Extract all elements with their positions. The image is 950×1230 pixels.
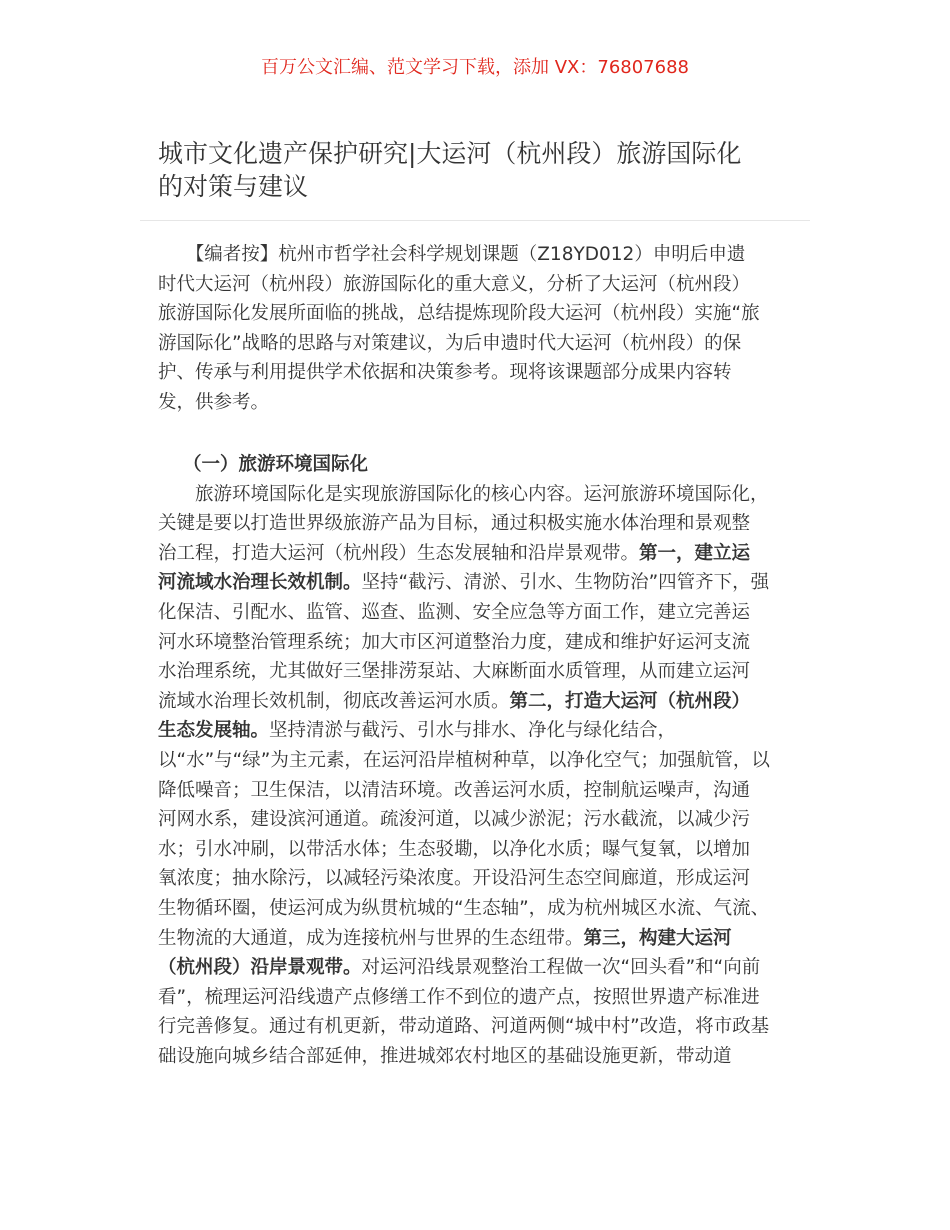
text-line [158,329,798,359]
watermark-banner: 百万公文汇编、范文学习下载，添加 VX：76807688 [261,57,689,78]
text-line [158,598,798,628]
text-line [158,776,798,806]
body-text: 旅游国际化发展所面临的挑战，总结提炼现阶段大运河（杭州段）实施“旅 [158,303,760,325]
bold-text: 河流域水治理长效机制。 [158,572,362,594]
body-text: 水；引水冲刷，以带活水体；生态驳墈，以净化水质；曝气复氧，以增加 [158,838,751,860]
text-line [158,746,798,776]
body-text: 行完善修复。通过有机更新，带动道路、河道两侧“城中村”改造，将市政基 [158,1016,770,1038]
text-line [158,299,798,329]
text-line [158,716,798,746]
body-text: 氧浓度；抽水除污，以减轻污染浓度。开设沿河生态空间廊道，形成运河 [158,868,751,890]
body-text: 流域水治理长效机制，彻底改善运河水质。 [158,690,510,712]
body-text: 护、传承与利用提供学术依据和决策参考。现将该课题部分成果内容转 [158,362,732,384]
text-line [158,388,798,418]
body-text: 关键是要以打造世界级旅游产品为目标，通过积极实施水体治理和景观整 [158,513,751,535]
text-line [158,924,798,954]
text-line [158,657,798,687]
body-text: 治工程，打造大运河（杭州段）生态发展轴和沿岸景观带。 [158,542,640,564]
body-text: 生物循环圈，使运河成为纵贯杭城的“生态轴”，成为杭州城区水流、气流、 [158,897,770,919]
text-line [158,240,798,270]
text-line [158,953,798,983]
text-line [158,1042,798,1072]
text-line [158,270,798,300]
body-text: 础设施向城乡结合部延伸，推进城郊农村地区的基础设施更新，带动道 [158,1045,732,1067]
body-text: 河网水系，建设滨河通道。疏浚河道，以减少淤泥；污水截流，以减少污 [158,809,751,831]
body-text: 坚持清淤与截污、引水与排水、净化与绿化结合， [269,720,677,742]
body-text: 坚持“截污、清淤、引水、生物防治”四管齐下，强 [361,572,770,594]
body-text: 看”，梳理运河沿线遗产点修缮工作不到位的遗产点，按照世界遗产标准进 [158,986,760,1008]
text-line [158,1012,798,1042]
text-line [158,568,798,598]
text-line [158,539,798,569]
text-line [158,894,798,924]
body-text: 河水环境整治管理系统；加大市区河道整治力度，建成和维护好运河支流 [158,631,751,653]
body-text: 游国际化”战略的思路与对策建议，为后申遗时代大运河（杭州段）的保 [158,332,742,354]
text-line [158,687,798,717]
text-line [158,864,798,894]
bold-text: （杭州段）沿岸景观带。 [158,957,362,979]
text-line [158,628,798,658]
text-line [158,509,798,539]
editor-note-paragraph [158,240,798,418]
text-line [158,805,798,835]
body-text: 【编者按】杭州市哲学社会科学规划课题（Z18YD012）申明后申遗 [158,244,746,265]
body-text: 旅游环境国际化是实现旅游国际化的核心内容。运河旅游环境国际化， [158,483,769,505]
bold-text: （一）旅游环境国际化 [158,454,368,475]
page-title [158,137,798,203]
text-line [158,450,798,480]
body-text: 水治理系统，尤其做好三堡排涝泵站、大麻断面水质管理，从而建立运河 [158,661,751,683]
section-tourism-environment [158,450,798,1071]
body-text: 发，供参考。 [158,391,270,413]
body-text: 生物流的大通道，成为连接杭州与世界的生态纽带。 [158,927,584,949]
title-line: 城市文化遗产保护研究|大运河（杭州段）旅游国际化 [158,139,742,168]
text-line [158,480,798,510]
bold-text: 第三，构建大运河 [583,927,732,949]
body-text: 以“水”与“绿”为主元素，在运河沿岸植树种草，以净化空气；加强航管，以 [158,749,770,771]
body-text: 降低噪音；卫生保洁，以清洁环境。改善运河水质，控制航运噪声，沟通 [158,779,751,801]
bold-text: 生态发展轴。 [158,720,270,742]
body-text: 对运河沿线景观整治工程做一次“回头看”和“向前 [361,957,761,979]
text-line [158,835,798,865]
text-line [158,983,798,1013]
text-line [158,358,798,388]
body-text: 化保洁、引配水、监管、巡查、监测、安全应急等方面工作，建立完善运 [158,601,751,623]
title-line: 的对策与建议 [158,172,309,201]
bold-text: 第一，建立运 [639,542,751,564]
bold-text: 第二，打造大运河（杭州段） [509,690,751,712]
body-text: 时代大运河（杭州段）旅游国际化的重大意义，分析了大运河（杭州段） [158,273,751,295]
title-divider [140,220,810,221]
